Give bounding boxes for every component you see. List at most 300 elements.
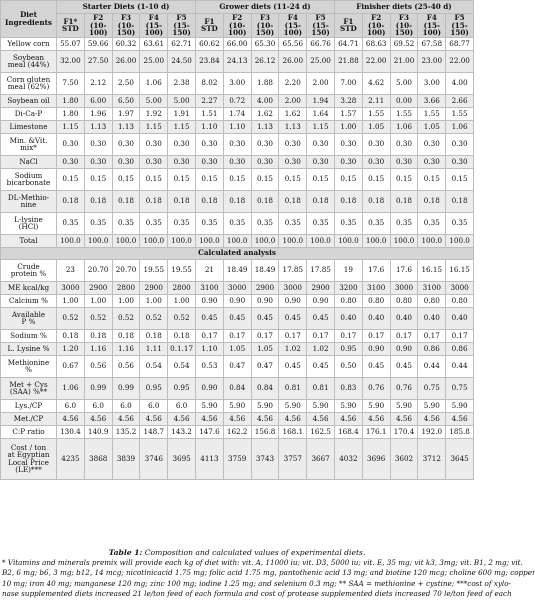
value-cell: 0.18: [84, 329, 112, 342]
value-cell: 1.88: [251, 72, 279, 94]
value-cell: 0.80: [362, 294, 390, 307]
value-cell: 1.92: [140, 107, 168, 120]
value-cell: 0.30: [112, 155, 140, 168]
value-cell: 1.05: [418, 120, 446, 133]
value-cell: 0.72: [223, 94, 251, 107]
row-label-cell: L-lysine (HCl): [1, 212, 57, 234]
value-cell: 1.16: [112, 342, 140, 355]
value-cell: 148.7: [140, 425, 168, 438]
value-cell: 0.30: [57, 133, 85, 155]
value-cell: 1.10: [223, 120, 251, 133]
value-cell: 0.40: [418, 307, 446, 329]
value-cell: 6.0: [112, 399, 140, 412]
value-cell: 5.90: [307, 399, 335, 412]
value-cell: 4.56: [390, 412, 418, 425]
value-cell: 0.18: [390, 190, 418, 212]
value-cell: 0.15: [196, 168, 224, 190]
value-cell: 1.13: [251, 120, 279, 133]
value-cell: 1.13: [112, 120, 140, 133]
value-cell: 18.49: [251, 259, 279, 281]
value-cell: 0.17: [251, 329, 279, 342]
value-cell: 0.30: [279, 133, 307, 155]
value-cell: 0.95: [334, 342, 362, 355]
value-cell: 0.83: [334, 377, 362, 399]
value-cell: 0.17: [362, 329, 390, 342]
value-cell: 3667: [307, 438, 335, 479]
value-cell: 0.15: [223, 168, 251, 190]
value-cell: 0.17: [196, 329, 224, 342]
value-cell: 3.00: [418, 72, 446, 94]
value-cell: 0.45: [307, 307, 335, 329]
value-cell: 4.56: [112, 412, 140, 425]
value-cell: 6.0: [84, 399, 112, 412]
finisher-group-header: Finisher diets (25-40 d): [334, 1, 473, 14]
row-label-cell: Yellow corn: [1, 37, 57, 50]
value-cell: 2900: [84, 281, 112, 294]
value-cell: 22.00: [362, 50, 390, 72]
value-cell: 1.06: [390, 120, 418, 133]
value-cell: 100.0: [140, 234, 168, 247]
value-cell: 5.90: [418, 399, 446, 412]
value-cell: 1.00: [140, 294, 168, 307]
analysis-row: [1, 294, 474, 307]
row-label-cell: Met./CP: [1, 412, 57, 425]
value-cell: 0.30: [390, 155, 418, 168]
value-cell: 0.90: [196, 294, 224, 307]
value-cell: 0.40: [334, 307, 362, 329]
value-cell: 0.67: [57, 355, 85, 377]
analysis-row: [1, 399, 474, 412]
value-cell: 21.88: [334, 50, 362, 72]
value-cell: 1.62: [279, 107, 307, 120]
value-cell: 3100: [362, 281, 390, 294]
caption-note-line: 10 mg; iron 40 mg; manganese 120 mg; zinc 100 mg; iodine 1.25 mg; and selenium 0.3 mg; ** SAA = methionine + cystine; ***cost of xylo-: [2, 578, 511, 588]
value-cell: 1.02: [279, 342, 307, 355]
value-cell: 24.13: [223, 50, 251, 72]
value-cell: 100.0: [251, 234, 279, 247]
value-cell: 2.50: [112, 72, 140, 94]
value-cell: 0.45: [307, 355, 335, 377]
value-cell: 2.20: [279, 72, 307, 94]
row-label-cell: Calcium %: [1, 294, 57, 307]
value-cell: 100.0: [390, 234, 418, 247]
value-cell: 143.2: [168, 425, 196, 438]
value-cell: 0.17: [223, 329, 251, 342]
value-cell: 3868: [84, 438, 112, 479]
value-cell: 0.17: [446, 329, 474, 342]
value-cell: 3602: [390, 438, 418, 479]
value-cell: 0.00: [390, 94, 418, 107]
value-cell: 0.47: [251, 355, 279, 377]
column-header-cell: F3 (10- 150): [251, 14, 279, 38]
value-cell: 1.62: [251, 107, 279, 120]
value-cell: 0.35: [307, 212, 335, 234]
value-cell: 1.94: [307, 94, 335, 107]
value-cell: 0.18: [168, 190, 196, 212]
value-cell: 3000: [390, 281, 418, 294]
value-cell: 4.56: [57, 412, 85, 425]
group-header-row: [1, 1, 474, 14]
value-cell: 0.18: [279, 190, 307, 212]
value-cell: 2.00: [279, 94, 307, 107]
grower-group-header: Grower diets (11-24 d): [196, 1, 335, 14]
value-cell: 0.99: [112, 377, 140, 399]
value-cell: 100.0: [84, 234, 112, 247]
table-body: [1, 1, 474, 480]
value-cell: 1.06: [140, 72, 168, 94]
value-cell: 16.15: [418, 259, 446, 281]
value-cell: 0.75: [418, 377, 446, 399]
value-cell: 0.80: [446, 294, 474, 307]
value-cell: 0.30: [446, 133, 474, 155]
analysis-row: [1, 342, 474, 355]
value-cell: 5.90: [334, 399, 362, 412]
value-cell: 1.15: [140, 120, 168, 133]
value-cell: 0.35: [390, 212, 418, 234]
value-cell: 130.4: [57, 425, 85, 438]
value-cell: 21.00: [390, 50, 418, 72]
ingredient-row: [1, 72, 474, 94]
value-cell: 0.30: [418, 155, 446, 168]
value-cell: 3.00: [223, 72, 251, 94]
ingredient-row: [1, 37, 474, 50]
value-cell: 2800: [112, 281, 140, 294]
value-cell: 0.35: [57, 212, 85, 234]
value-cell: 0.90: [362, 342, 390, 355]
row-label-cell: Cost / ton at Egyptian Local Price (LE)***: [1, 438, 57, 479]
value-cell: 0.35: [418, 212, 446, 234]
value-cell: 0.35: [279, 212, 307, 234]
value-cell: 1.80: [57, 107, 85, 120]
value-cell: 3743: [251, 438, 279, 479]
value-cell: 0.15: [57, 168, 85, 190]
value-cell: 0.15: [279, 168, 307, 190]
ingredient-row: [1, 50, 474, 72]
column-header-cell: F1 STD: [334, 14, 362, 38]
row-label-cell: Limestone: [1, 120, 57, 133]
value-cell: 0.35: [446, 212, 474, 234]
value-cell: 0.30: [196, 133, 224, 155]
value-cell: 1.11: [140, 342, 168, 355]
value-cell: 100.0: [418, 234, 446, 247]
value-cell: 100.0: [57, 234, 85, 247]
value-cell: 168.4: [334, 425, 362, 438]
value-cell: 2900: [140, 281, 168, 294]
value-cell: 1.55: [362, 107, 390, 120]
value-cell: 0.18: [196, 190, 224, 212]
value-cell: 1.00: [84, 294, 112, 307]
row-label-cell: Sodium %: [1, 329, 57, 342]
value-cell: 0.44: [446, 355, 474, 377]
value-cell: 4.56: [84, 412, 112, 425]
value-cell: 62.71: [168, 37, 196, 50]
calculated-analysis-header: Calculated analysis: [1, 247, 474, 259]
value-cell: 0.18: [362, 190, 390, 212]
value-cell: 1.74: [223, 107, 251, 120]
value-cell: 4.56: [223, 412, 251, 425]
value-cell: 1.55: [418, 107, 446, 120]
value-cell: 0.30: [223, 133, 251, 155]
value-cell: 0.90: [307, 294, 335, 307]
value-cell: 1.20: [57, 342, 85, 355]
value-cell: 3100: [196, 281, 224, 294]
value-cell: 65.30: [251, 37, 279, 50]
value-cell: 0.52: [168, 307, 196, 329]
table-caption: [0, 548, 535, 599]
value-cell: 0.54: [140, 355, 168, 377]
value-cell: 0.15: [390, 168, 418, 190]
value-cell: 32.00: [57, 50, 85, 72]
row-label-cell: Methionine %: [1, 355, 57, 377]
value-cell: 4.56: [140, 412, 168, 425]
row-label-cell: Soybean oil: [1, 94, 57, 107]
value-cell: 0.80: [390, 294, 418, 307]
corner-header-cell: Diet Ingredients: [1, 1, 57, 38]
value-cell: 0.18: [223, 190, 251, 212]
value-cell: 0.30: [84, 133, 112, 155]
value-cell: 0.99: [84, 377, 112, 399]
value-cell: 1.15: [168, 120, 196, 133]
value-cell: 1.13: [84, 120, 112, 133]
value-cell: 2.11: [362, 94, 390, 107]
value-cell: 0.30: [446, 155, 474, 168]
value-cell: 0.80: [418, 294, 446, 307]
caption-title-text: Composition and calculated values of experimental diets.: [142, 548, 366, 557]
value-cell: 25.00: [307, 50, 335, 72]
column-header-cell: F4 (15- 100): [140, 14, 168, 38]
ingredient-row: [1, 120, 474, 133]
value-cell: 0.30: [57, 155, 85, 168]
value-cell: 1.15: [307, 120, 335, 133]
value-cell: 0.90: [279, 294, 307, 307]
value-cell: 0.35: [334, 212, 362, 234]
value-cell: 0.45: [223, 307, 251, 329]
value-cell: 100.0: [446, 234, 474, 247]
value-cell: 4.00: [251, 94, 279, 107]
value-cell: 0.56: [112, 355, 140, 377]
value-cell: 23: [57, 259, 85, 281]
row-label-cell: Lys./CP: [1, 399, 57, 412]
value-cell: 4.56: [168, 412, 196, 425]
value-cell: 4.56: [196, 412, 224, 425]
value-cell: 5.90: [196, 399, 224, 412]
row-label-cell: Met + Cys (SAA) %**: [1, 377, 57, 399]
value-cell: 0.95: [140, 377, 168, 399]
caption-title: [0, 548, 474, 558]
value-cell: 5.90: [446, 399, 474, 412]
value-cell: 0.90: [390, 342, 418, 355]
value-cell: 3000: [223, 281, 251, 294]
value-cell: 0.15: [418, 168, 446, 190]
value-cell: 2900: [307, 281, 335, 294]
value-cell: 0.35: [362, 212, 390, 234]
value-cell: 0.81: [307, 377, 335, 399]
value-cell: 2.27: [196, 94, 224, 107]
value-cell: 0.30: [279, 155, 307, 168]
ingredient-row: [1, 155, 474, 168]
value-cell: 19: [334, 259, 362, 281]
value-cell: 4032: [334, 438, 362, 479]
value-cell: 68.77: [446, 37, 474, 50]
value-cell: 2.38: [168, 72, 196, 94]
value-cell: 0.15: [334, 168, 362, 190]
value-cell: 0.35: [168, 212, 196, 234]
value-cell: 17.85: [307, 259, 335, 281]
value-cell: 0.18: [307, 190, 335, 212]
column-header-cell: F2 (10- 100): [84, 14, 112, 38]
value-cell: 3645: [446, 438, 474, 479]
value-cell: 66.76: [307, 37, 335, 50]
value-cell: 0.17: [390, 329, 418, 342]
value-cell: 0.17: [418, 329, 446, 342]
value-cell: 4113: [196, 438, 224, 479]
value-cell: 0.52: [57, 307, 85, 329]
value-cell: 3000: [446, 281, 474, 294]
value-cell: 2800: [168, 281, 196, 294]
row-label-cell: Di-Ca-P: [1, 107, 57, 120]
value-cell: 1.13: [279, 120, 307, 133]
value-cell: 1.96: [84, 107, 112, 120]
analysis-row: [1, 259, 474, 281]
value-cell: 3759: [223, 438, 251, 479]
value-cell: 4.56: [334, 412, 362, 425]
value-cell: 0.76: [362, 377, 390, 399]
value-cell: 176.1: [362, 425, 390, 438]
value-cell: 1.55: [390, 107, 418, 120]
column-header-cell: F1 STD: [196, 14, 224, 38]
value-cell: 69.52: [390, 37, 418, 50]
value-cell: 1.97: [112, 107, 140, 120]
value-cell: 0.17: [307, 329, 335, 342]
value-cell: 0.18: [57, 190, 85, 212]
value-cell: 0.81: [279, 377, 307, 399]
analysis-row: [1, 438, 474, 479]
value-cell: 3712: [418, 438, 446, 479]
column-header-cell: F2 (10- 100): [223, 14, 251, 38]
value-cell: 0.44: [418, 355, 446, 377]
value-cell: 0.17: [279, 329, 307, 342]
row-label-cell: Soybean meal (44%): [1, 50, 57, 72]
value-cell: 1.00: [334, 120, 362, 133]
value-cell: 0.17: [334, 329, 362, 342]
analysis-row: [1, 412, 474, 425]
caption-note-line: nase supplemented diets increased 21 le/ton feed of each formula and cost of protease supplemented diets increased 70 le/ton feed of each: [2, 588, 512, 598]
value-cell: 135.2: [112, 425, 140, 438]
value-cell: 0.30: [307, 155, 335, 168]
value-cell: 1.02: [307, 342, 335, 355]
value-cell: 0.90: [223, 294, 251, 307]
value-cell: 0.18: [446, 190, 474, 212]
column-header-cell: F5 (15- 150): [446, 14, 474, 38]
value-cell: 63.61: [140, 37, 168, 50]
value-cell: 20.70: [84, 259, 112, 281]
value-cell: 65.56: [279, 37, 307, 50]
ingredient-row: [1, 94, 474, 107]
value-cell: 0.18: [112, 190, 140, 212]
value-cell: 0.54: [168, 355, 196, 377]
value-cell: 170.4: [390, 425, 418, 438]
value-cell: 0.18: [334, 190, 362, 212]
value-cell: 0.52: [112, 307, 140, 329]
value-cell: 0.84: [223, 377, 251, 399]
analysis-row: [1, 425, 474, 438]
value-cell: 100.0: [112, 234, 140, 247]
value-cell: 6.0: [57, 399, 85, 412]
value-cell: 64.71: [334, 37, 362, 50]
value-cell: 0.30: [251, 155, 279, 168]
value-cell: 0.56: [84, 355, 112, 377]
value-cell: 0.15: [168, 168, 196, 190]
value-cell: 162.2: [223, 425, 251, 438]
value-cell: 5.90: [362, 399, 390, 412]
value-cell: 0.30: [196, 155, 224, 168]
value-cell: 147.6: [196, 425, 224, 438]
value-cell: 16.15: [446, 259, 474, 281]
value-cell: 0.30: [140, 133, 168, 155]
column-header-cell: F4 (15- 100): [418, 14, 446, 38]
value-cell: 0.15: [251, 168, 279, 190]
row-label-cell: DL-Methio- nine: [1, 190, 57, 212]
column-header-cell: F3 (10- 150): [390, 14, 418, 38]
value-cell: 0.30: [418, 133, 446, 155]
column-header-cell: F1* STD: [57, 14, 85, 38]
value-cell: 0.15: [112, 168, 140, 190]
value-cell: 60.32: [112, 37, 140, 50]
value-cell: 100.0: [334, 234, 362, 247]
value-cell: 3.28: [334, 94, 362, 107]
value-cell: 1.15: [57, 120, 85, 133]
value-cell: 6.50: [112, 94, 140, 107]
value-cell: 0.35: [112, 212, 140, 234]
value-cell: 0.40: [390, 307, 418, 329]
value-cell: 5.00: [168, 94, 196, 107]
value-cell: 3200: [334, 281, 362, 294]
value-cell: 0.18: [140, 190, 168, 212]
row-label-cell: Sodium bicarbonate: [1, 168, 57, 190]
value-cell: 5.90: [251, 399, 279, 412]
value-cell: 1.55: [446, 107, 474, 120]
value-cell: 3696: [362, 438, 390, 479]
value-cell: 0.50: [334, 355, 362, 377]
value-cell: 4.56: [418, 412, 446, 425]
value-cell: 0.45: [279, 307, 307, 329]
value-cell: 19.55: [140, 259, 168, 281]
value-cell: 192.0: [418, 425, 446, 438]
value-cell: 1.05: [362, 120, 390, 133]
column-header-cell: F4 (15- 100): [279, 14, 307, 38]
analysis-row: [1, 329, 474, 342]
caption-note-line: * Vitamins and minerals premix will provide each kg of diet with: vit. A, 11000 iu; vit. D3, 5000 iu; vit. E, 35 mg; vit k3, 3mg; vit. B1, 2 mg; vit.: [2, 558, 523, 568]
value-cell: 5.90: [223, 399, 251, 412]
value-cell: 17.6: [390, 259, 418, 281]
caption-note-line: B2, 6 mg; b6, 3 mg; b12, 14 mcg; nicotinicacid 1.75 mg; folic acid 1.75 mg, pantothenic acid 13 mg; and biotine 120 mcg; choline 600 mg; copper: [2, 568, 535, 578]
value-cell: 0.30: [112, 133, 140, 155]
starter-group-header: Starter Diets (1-10 d): [57, 1, 196, 14]
value-cell: 3100: [418, 281, 446, 294]
value-cell: 100.0: [279, 234, 307, 247]
value-cell: 0.35: [84, 212, 112, 234]
ingredient-row: [1, 212, 474, 234]
value-cell: 0.15: [446, 168, 474, 190]
value-cell: 24.50: [168, 50, 196, 72]
value-cell: 0.75: [446, 377, 474, 399]
value-cell: 4.56: [279, 412, 307, 425]
value-cell: 25.00: [140, 50, 168, 72]
value-cell: 21: [196, 259, 224, 281]
value-cell: 0.45: [251, 307, 279, 329]
value-cell: 20.70: [112, 259, 140, 281]
value-cell: 27.50: [84, 50, 112, 72]
